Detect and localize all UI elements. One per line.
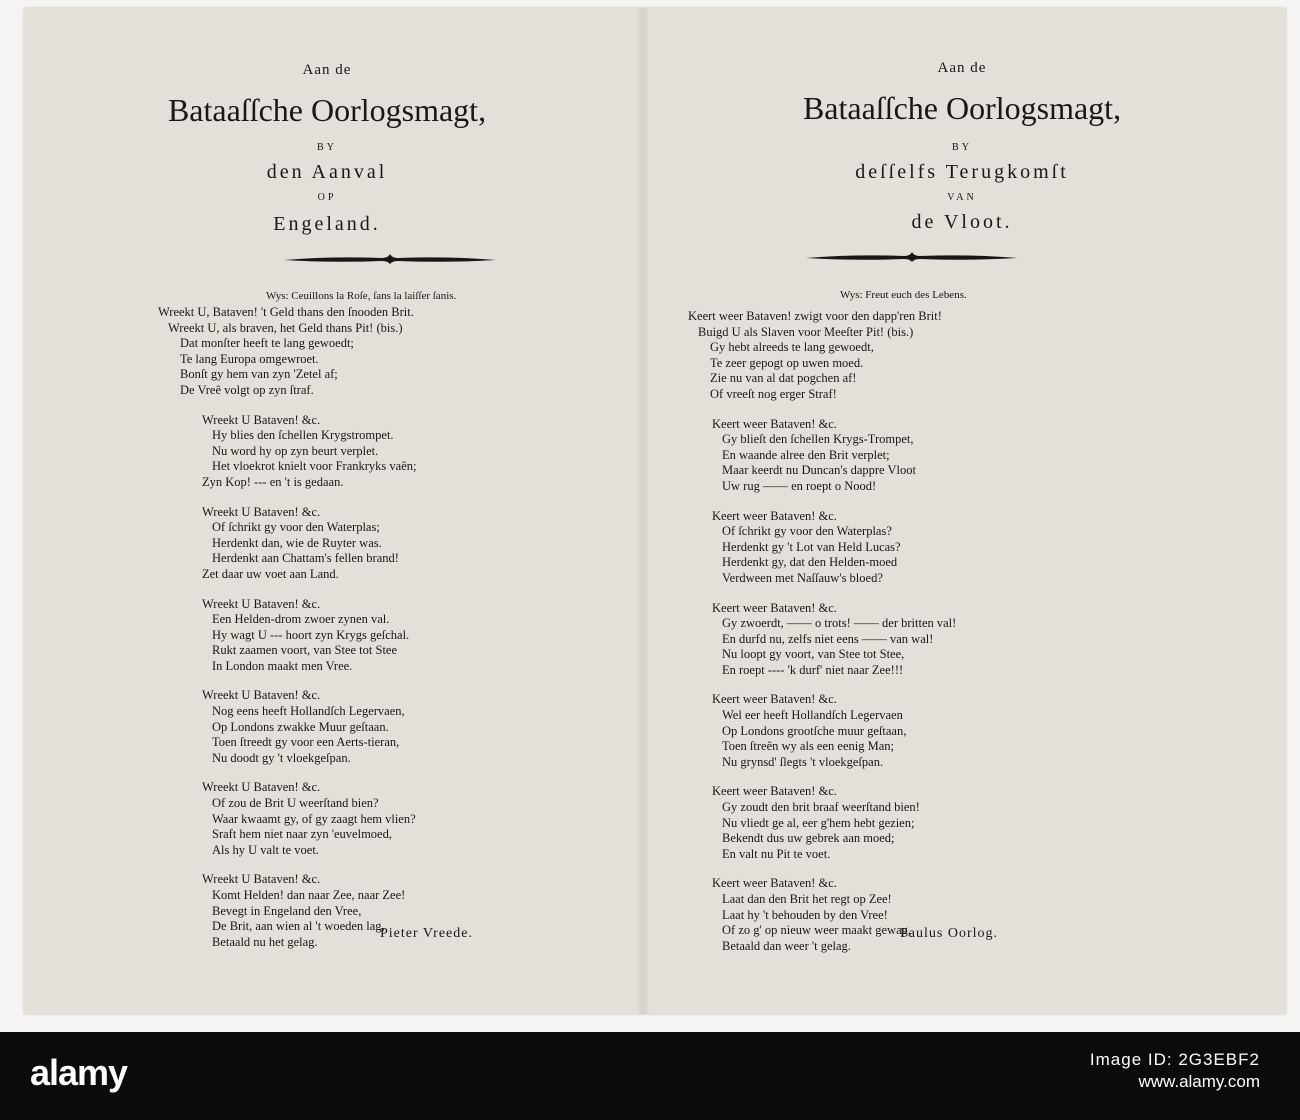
right-stanza-3 [688, 509, 956, 587]
right-verse-line: Herdenkt gy, dat den Helden-moed [722, 555, 898, 570]
left-signature: Pieter Vreede. [380, 926, 473, 941]
right-verse-line: Herdenkt gy 't Lot van Held Lucas? [722, 539, 901, 554]
left-verse-line: Bonſt gy hem van zyn 'Zetel af; [180, 367, 338, 382]
right-verse-line: En valt nu Pit te voet. [722, 846, 831, 861]
right-title: Bataaſſche Oorlogsmagt, [802, 90, 1122, 126]
left-verse-line: Wreekt U, Bataven! 't Geld thans den ſnooden Brit. [158, 305, 414, 319]
right-verse-line: En waande alree den Brit verplet; [722, 447, 890, 462]
left-stanza-3 [158, 505, 416, 583]
right-verse-line: Of vreeſt nog erger Straf! [710, 386, 837, 401]
left-by: BY [317, 142, 337, 153]
left-melody: Wys: Ceuillons la Roſe, ſans la laiſſer ſanis. [266, 290, 457, 302]
right-verse-line: Te zeer gepogt op uwen moed. [710, 355, 864, 370]
right-by: BY [952, 142, 972, 153]
left-verse-line: Op Londons zwakke Muur geſtaan. [212, 719, 389, 734]
left-verse-line: Zet daar uw voet aan Land. [202, 566, 339, 581]
right-verse-line: Keert weer Bataven! &c. [712, 692, 837, 707]
left-verse-line: Of ſchrikt gy voor den Waterplas; [212, 520, 380, 535]
left-stanza-6 [158, 780, 416, 858]
left-verse-line: Wreekt U Bataven! &c. [202, 872, 321, 887]
right-verse-line: Maar keerdt nu Duncan's dappre Vloot [722, 463, 916, 478]
right-verse-line: Keert weer Bataven! &c. [712, 508, 837, 523]
right-subtitle: deſſelfs Terugkomſt [855, 161, 1069, 183]
center-fold [636, 8, 650, 1014]
alamy-logo: alamy [30, 1052, 128, 1093]
right-verse-line: Laat dan den Brit het regt op Zee! [722, 892, 892, 906]
left-verse-line: Wreekt U Bataven! &c. [202, 412, 321, 427]
left-verse-line: Komt Helden! dan naar Zee, naar Zee! [212, 888, 406, 902]
left-stanza-5 [158, 688, 416, 766]
right-verse-line: Keert weer Bataven! zwigt voor den dapp'ren Brit! [688, 309, 942, 323]
right-verse-line: Keert weer Bataven! &c. [712, 784, 837, 799]
right-verse-line: Laat hy 't behouden by den Vree! [722, 907, 888, 922]
left-stanza-7 [158, 872, 416, 950]
right-verse-line: Of zo g' op nieuw weer maakt gewag, [722, 923, 911, 938]
left-ornament-rule [282, 252, 498, 266]
right-verse-line: Nu vliedt ge al, eer g'hem hebt gezien; [722, 815, 915, 830]
right-stanza-4 [688, 601, 956, 679]
left-page [24, 0, 630, 1006]
left-verse-line: Of zou de Brit U weerſtand bien? [212, 796, 379, 811]
right-verse-line: Op Londons grootſche muur geſtaan, [722, 723, 907, 738]
left-verse-line: In London maakt men Vree. [212, 658, 353, 673]
right-verse-line: En durfd nu, zelfs niet eens —— van wal! [722, 631, 934, 646]
left-stanza-4 [158, 597, 416, 675]
right-stanza-5 [688, 692, 956, 770]
left-verse-line: Hy blies den ſchellen Krygstrompet. [212, 428, 394, 443]
left-verse-line: Toen ſtreedt gy voor een Aerts-tieran, [212, 735, 400, 750]
right-verse-line: Uw rug —— en roept o Nood! [722, 478, 877, 493]
right-verse-line: Gy zoudt den brit braaf weerſtand bien! [722, 800, 920, 815]
right-verse-line: Keert weer Bataven! &c. [712, 876, 837, 891]
left-verse-line: Bevegt in Engeland den Vree, [212, 903, 362, 918]
left-verse-line: Hy wagt U --- hoort zyn Krygs geſchal. [212, 627, 410, 642]
left-verse-line: Waar kwaamt gy, of gy zaagt hem vlien? [212, 811, 416, 826]
left-verse-line: Nog eens heeft Hollandſch Legervaen, [212, 704, 405, 719]
right-signature: Paulus Oorlog. [900, 926, 998, 941]
left-op: OP [317, 192, 337, 203]
right-verse-line: Verdween met Naſſauw's bloed? [722, 570, 883, 585]
left-verse-line: Wreekt U, als braven, het Geld thans Pit! (bis.) [168, 320, 403, 335]
stock-id [1090, 1049, 1260, 1093]
right-verse-line: Zie nu van al dat pogchen af! [710, 371, 857, 386]
right-verse-line: Nu loopt gy voort, van Stee tot Stee, [722, 647, 905, 662]
right-verse-line: Toen ſtreên wy als een eenig Man; [722, 739, 894, 754]
left-verse-line: Wreekt U Bataven! &c. [202, 596, 321, 611]
right-verses [688, 309, 956, 968]
left-verse-line: Betaald nu het gelag. [212, 934, 318, 949]
right-aan-de: Aan de [937, 60, 987, 76]
right-verse-line: Wel eer heeft Hollandſch Legervaen [722, 708, 903, 723]
right-verse-line: En roept ---- 'k durf' niet naar Zee!!! [722, 662, 904, 677]
right-verse-line: Gy hebt alreeds te lang gewoedt, [710, 340, 874, 355]
site-url: www.alamy.com [1138, 1072, 1260, 1091]
right-page [652, 0, 1272, 1006]
left-verse-line: Herdenkt dan, wie de Ruyter was. [212, 535, 382, 550]
left-place: Engeland. [273, 213, 381, 235]
right-stanza-1 [688, 309, 956, 403]
left-verse-line: Sraft hem niet naar zyn 'euvelmoed, [212, 827, 392, 842]
left-verse-line: Wreekt U Bataven! &c. [202, 780, 321, 795]
left-verse-line: Dat monſter heeft te lang gewoedt; [180, 336, 354, 351]
right-verse-line: Keert weer Bataven! &c. [712, 600, 837, 615]
right-place: de Vloot. [911, 211, 1013, 233]
right-verse-line: Nu grynsd' ſlegts 't vloekgeſpan. [722, 754, 884, 769]
left-verse-line: Rukt zaamen voort, van Stee tot Stee [212, 643, 398, 658]
left-verse-line: Herdenkt aan Chattam's fellen brand! [212, 551, 399, 566]
left-stanza-2 [158, 413, 416, 491]
left-verse-line: Wreekt U Bataven! &c. [202, 504, 321, 519]
left-verse-line: Als hy U valt te voet. [212, 842, 319, 857]
right-stanza-2 [688, 417, 956, 495]
left-verse-line: Het vloekrot knielt voor Frankryks vaên; [212, 459, 417, 474]
right-ornament-rule [804, 250, 1020, 264]
right-van: VAN [947, 192, 977, 203]
right-verse-line: Gy zwoerdt, —— o trots! —— der britten val! [722, 616, 957, 631]
left-verse-line: Nu word hy op zyn beurt verplet. [212, 443, 379, 458]
left-verse-line: Te lang Europa omgewroet. [180, 351, 319, 366]
right-stanza-6 [688, 784, 956, 862]
left-aan-de: Aan de [302, 62, 352, 78]
right-verse-line: Gy blieſt den ſchellen Krygs-Trompet, [722, 432, 914, 447]
right-melody: Wys: Freut euch des Lebens. [840, 289, 967, 301]
left-verse-line: Nu doodt gy 't vloekgeſpan. [212, 750, 351, 765]
right-verse-line: Of ſchrikt gy voor den Waterplas? [722, 524, 892, 539]
right-verse-line: Bekendt dus uw gebrek aan moed; [722, 831, 895, 846]
watermark-bar [0, 1032, 1300, 1120]
left-verse-line: Zyn Kop! --- en 't is gedaan. [202, 474, 344, 489]
left-verse-line: De Brit, aan wien al 't woeden lag, [212, 919, 385, 934]
right-verse-line: Betaald dan weer 't gelag. [722, 938, 851, 953]
left-stanza-1 [158, 305, 416, 399]
left-verse-line: De Vreê volgt op zyn ſtraf. [180, 382, 314, 397]
left-verses [158, 305, 416, 964]
right-verse-line: Keert weer Bataven! &c. [712, 416, 837, 431]
right-stanza-7 [688, 876, 956, 954]
left-title: Bataaſſche Oorlogsmagt, [167, 92, 487, 128]
left-verse-line: Een Helden-drom zwoer zynen val. [212, 612, 390, 627]
left-subtitle: den Aanval [266, 161, 388, 183]
image-id: Image ID: 2G3EBF2 [1089, 1050, 1260, 1069]
left-verse-line: Wreekt U Bataven! &c. [202, 688, 321, 703]
right-verse-line: Buigd U als Slaven voor Meeſter Pit! (bis.) [698, 324, 914, 339]
